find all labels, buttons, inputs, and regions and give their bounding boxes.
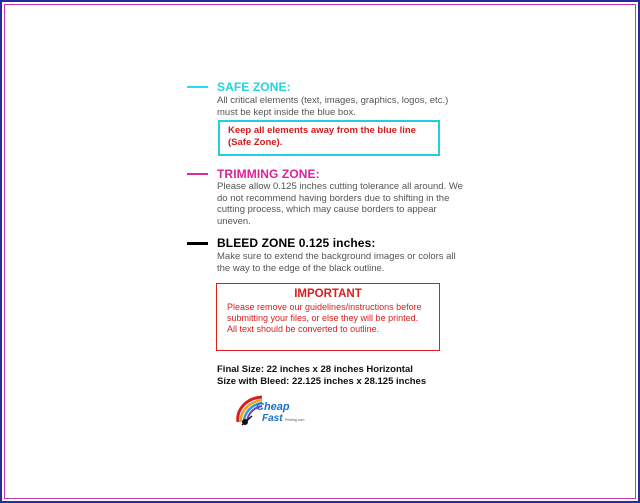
logo-word-fast: Fast [262,413,283,424]
bleed-zone-title: BLEED ZONE 0.125 inches: [217,236,376,250]
safe-zone-legend-line [187,86,208,88]
bleed-zone-legend-line [187,242,208,245]
safe-zone-title: SAFE ZONE: [217,80,291,94]
bleed-zone-description: Make sure to extend the background images or colors all the way to the edge of the black outline. [217,251,456,274]
important-text: Please remove our guidelines/instructions before submitting your files, or else they will be printed. All text should be converted to outline. [227,302,422,335]
logo-suffix: Printing.com [285,418,305,422]
safe-zone-description: All critical elements (text, images, graphics, logos, etc.) must be kept inside the blue box. [217,95,449,118]
important-title: IMPORTANT [294,288,362,300]
safe-zone-notice-text: Keep all elements away from the blue line (Safe Zone). [228,125,416,148]
size-info [217,364,426,388]
trimming-zone-legend-line [187,173,208,175]
trimming-zone-description: Please allow 0.125 inches cutting tolerance all around. We do not recommend having borders due to shifting in the cutting process, which may cause borders to appear uneven. [217,181,463,227]
trimming-zone-title: TRIMMING ZONE: [217,167,320,181]
size-with-bleed-text: Size with Bleed: 22.125 inches x 28.125 inches [217,376,427,387]
final-size-text: Final Size: 22 inches x 28 inches Horizontal [217,364,413,375]
cheap-fast-printing-logo [232,392,316,430]
logo-word-cheap: Cheap [256,401,290,413]
safe-zone-notice-box [218,120,440,156]
important-notice-box [216,283,440,351]
